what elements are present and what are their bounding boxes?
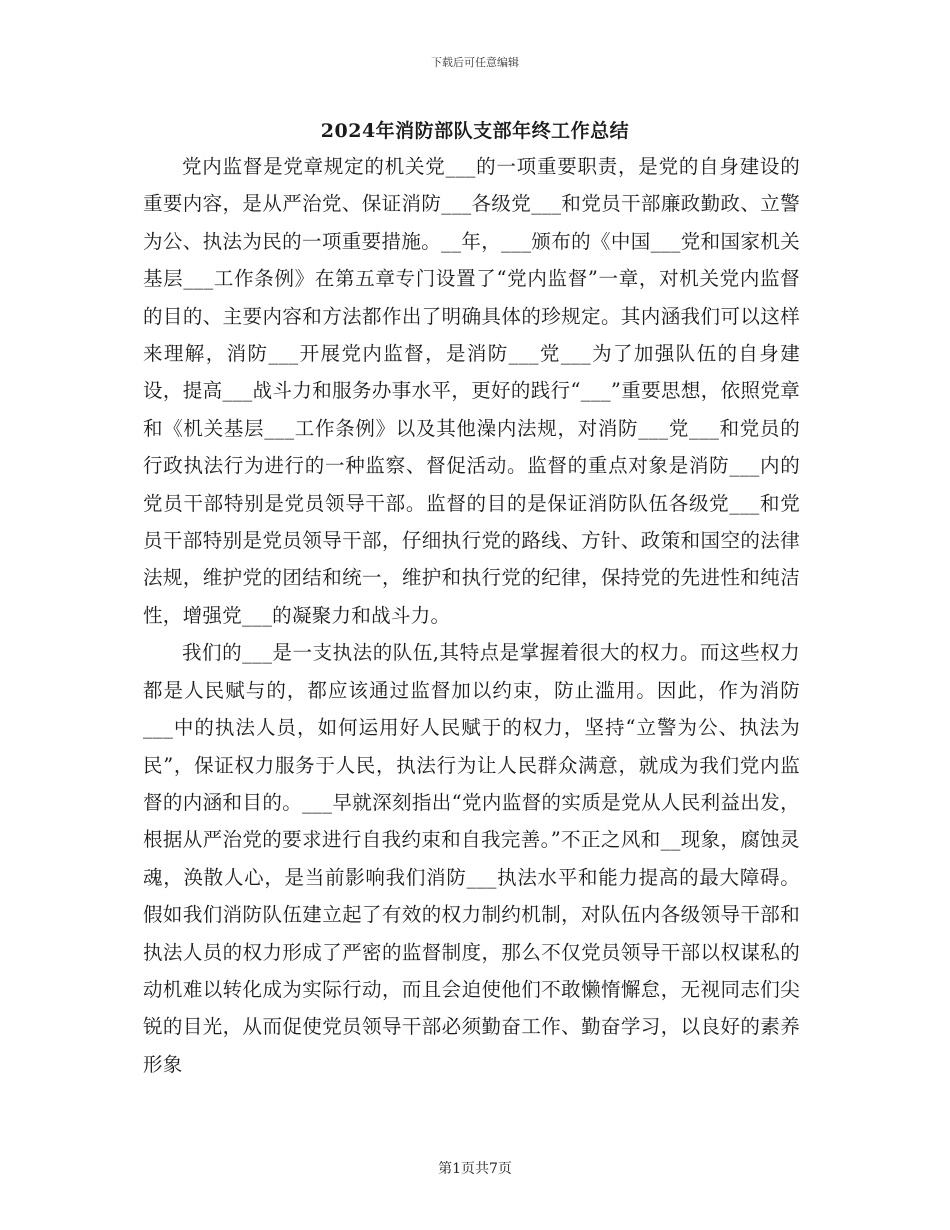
document-body	[143, 148, 800, 1083]
document-title: 2024年消防部队支部年终工作总结	[320, 120, 630, 142]
body-paragraph-1: 党内监督是党章规定的机关党___的一项重要职责，是党的自身建设的重要内容，是从严治党、保证消防___各级党___和党员干部廉政勤政、立警为公、执法为民的一项重要措施。__年，___颁布的《中国___党和国家机关基层___工作条例》在第五章专门设置了“党内监督”一章，对机关党内监督的目的、主要内容和方法都作出了明确具体的珍规定。其内涵我们可以这样来理解，消防___开展党内监督，是消防___党___为了加强队伍的自身建设，提高___战斗力和服务办事水平，更好的践行“___”重要思想，依照党章和《机关基层___工作条例》以及其他澡内法规，对消防___党___和党员的行政执法行为进行的一种监察、督促活动。监督的重点对象是消防___内的党员干部特别是党员领导干部。监督的目的是保证消防队伍各级党___和党员干部特别是党员领导干部，仔细执行党的路线、方针、政策和国空的法律法规，维护党的团结和统一，维护和执行党的纪律，保持党的先进性和纯洁性，增强党___的凝聚力和战斗力。	[143, 155, 800, 627]
page-header-note: 下载后可任意编辑	[431, 56, 519, 69]
body-paragraph-2: 我们的___是一支执法的队伍,其特点是掌握着很大的权力。而这些权力都是人民赋与的，都应该通过监督加以约束，防止滥用。因此，作为消防___中的执法人员，如何运用好人民赋于的权力，坚持“立警为公、执法为民”，保证权力服务于人民，执法行为让人民群众满意，就成为我们党内监督的内涵和目的。___早就深刻指出“党内监督的实质是党从人民利益出发，根据从严治党的要求进行自我约束和自我完善。”不正之风和__现象，腐蚀灵魂，涣散人心，是当前影响我们消防___执法水平和能力提高的最大障碍。假如我们消防队伍建立起了有效的权力制约机制，对队伍内各级领导干部和执法人员的权力形成了严密的监督制度，那么不仅党员领导干部以权谋私的动机难以转化成为实际行动，而且会迫使他们不敢懒惰懈怠，无视同志们尖锐的目光，从而促使党员领导干部必须勤奋工作、勤奋学习，以良好的素养形象	[143, 641, 800, 1076]
page-number: 第1页共7页	[438, 1161, 512, 1177]
